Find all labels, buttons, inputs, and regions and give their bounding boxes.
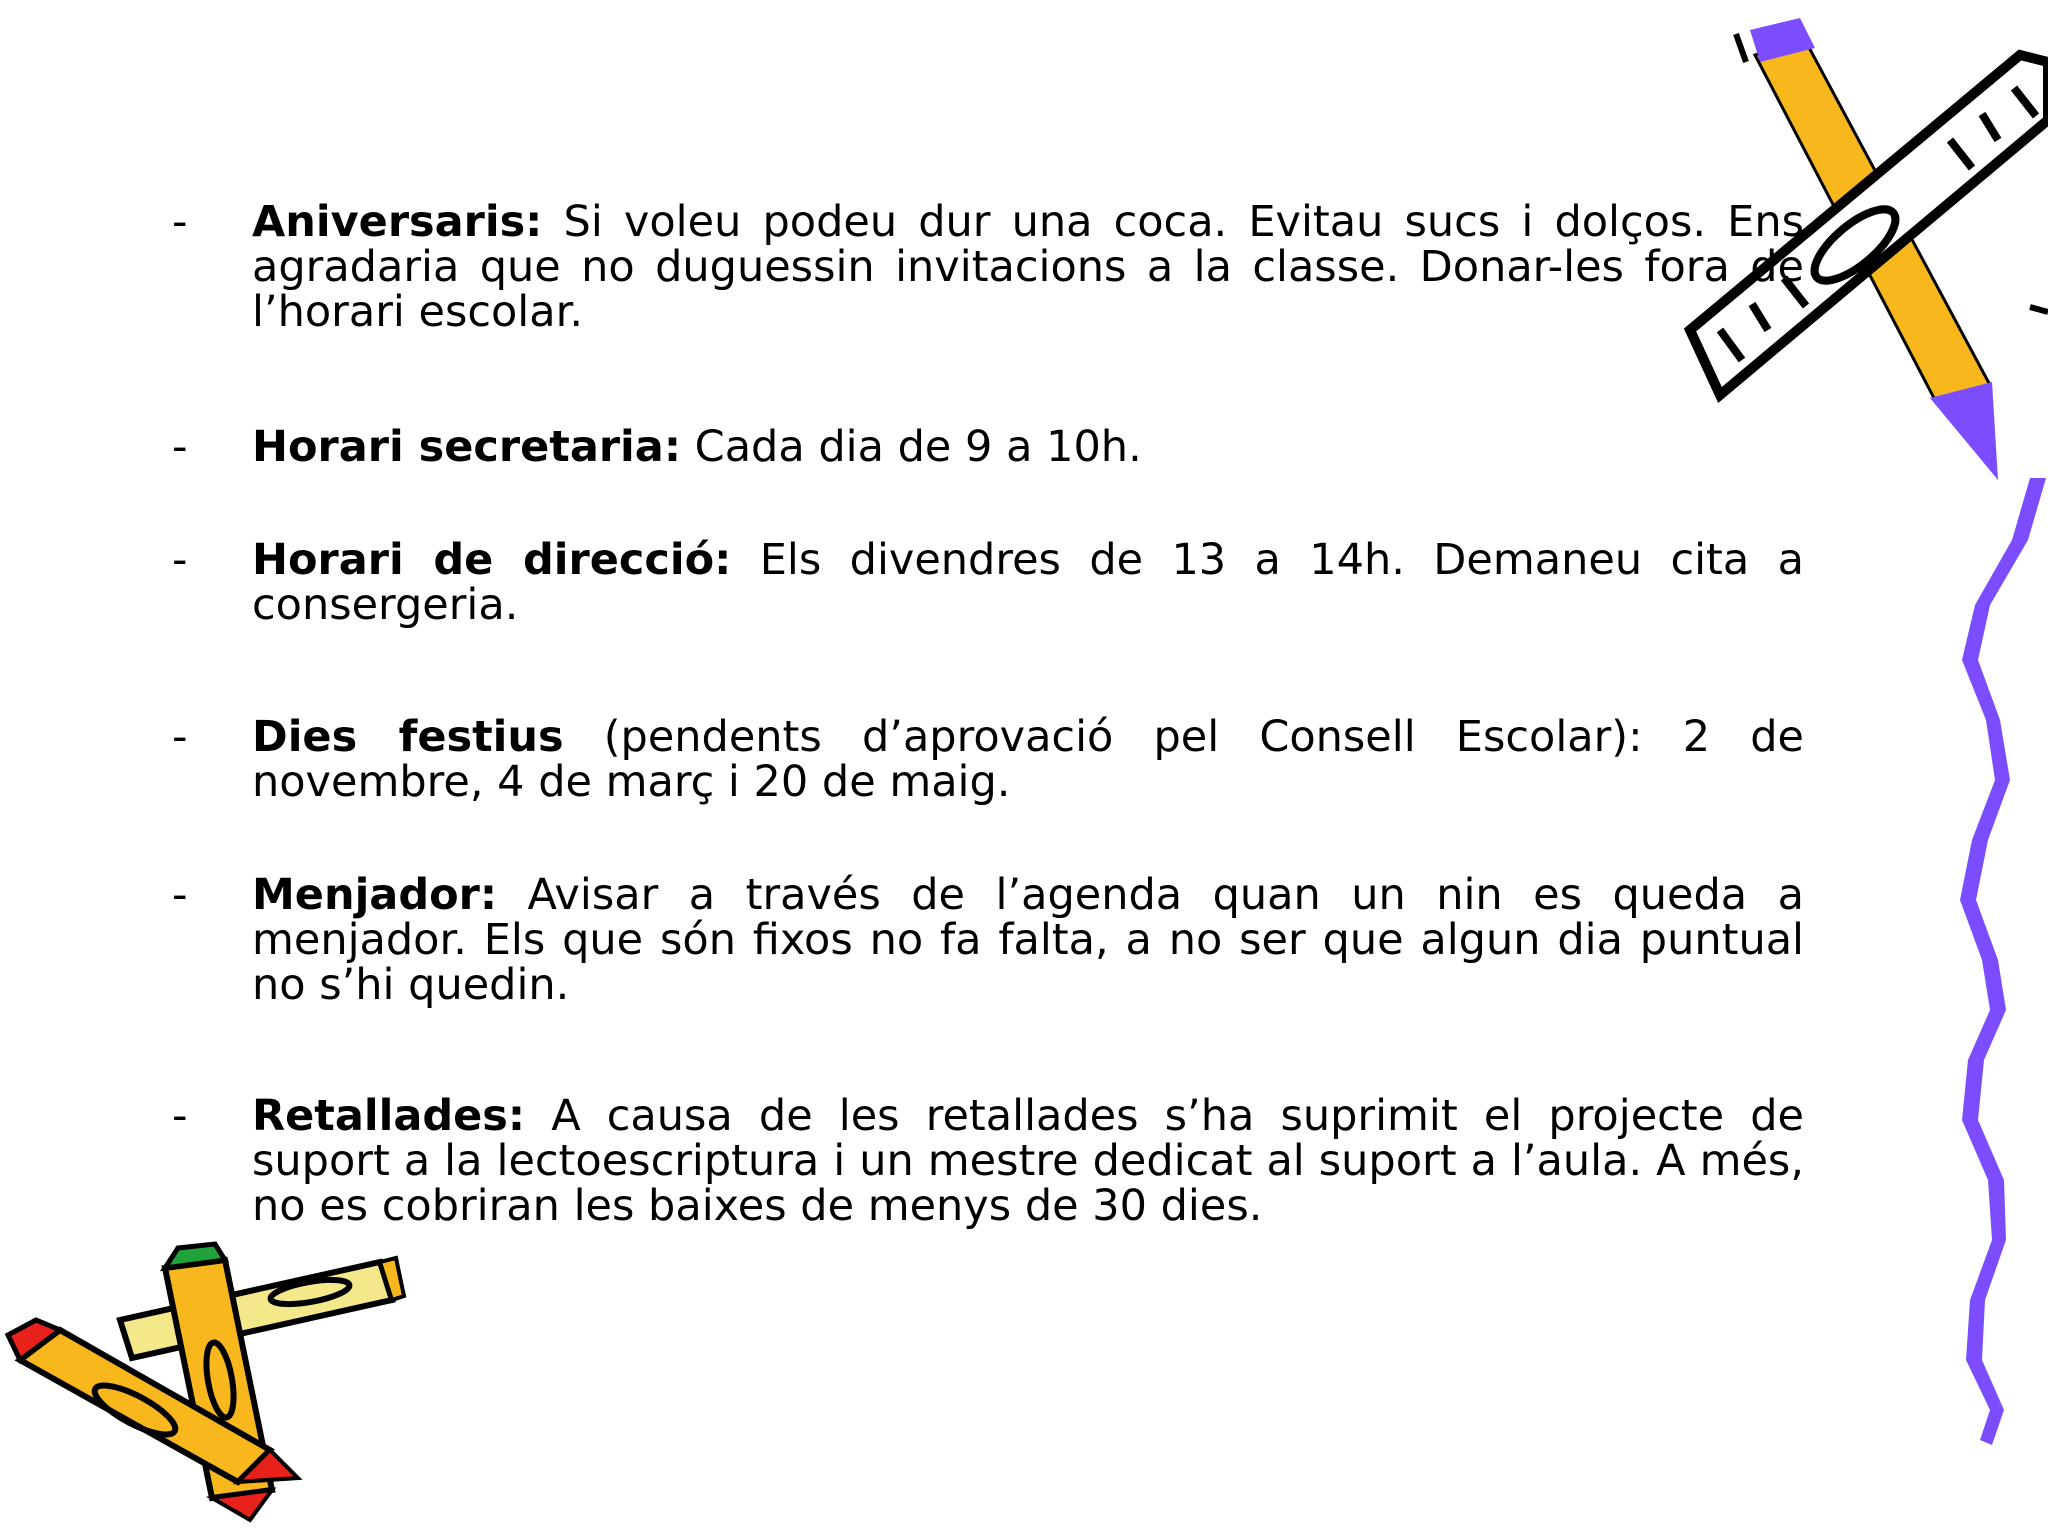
bullet-dash: - [172, 197, 188, 247]
item-text: Avisar a través de l’agenda quan un nin es queda a menjador. Els que són fixos no fa falta, a no ser que algun dia puntual no s’hi quedin. [252, 870, 1804, 1010]
item-text: (pendents d’aprovació pel Consell Escolar): 2 de novembre, 4 de març i 20 de maig. [252, 712, 1804, 807]
item-text: Els divendres de 13 a 14h. Demaneu cita a consergeria. [252, 535, 1804, 630]
bullet-dash: - [172, 535, 188, 585]
item-label: Dies festius [252, 712, 564, 762]
item-label: Aniversaris: [252, 197, 543, 247]
bullet-dash: - [172, 870, 188, 920]
item-label: Menjador: [252, 870, 498, 920]
item-label: Horari de direcció: [252, 535, 732, 585]
item-body [252, 1091, 1804, 1231]
item-label: Retallades: [252, 1091, 526, 1141]
item-body [252, 535, 1804, 630]
item-text: Cada dia de 9 a 10h. [681, 422, 1142, 472]
item-body [252, 422, 1804, 472]
bullet-dash: - [172, 712, 188, 762]
bullet-dash: - [172, 1091, 188, 1141]
item-label: Horari secretaria: [252, 422, 682, 472]
item-body [252, 712, 1804, 807]
item-body [252, 197, 1804, 337]
item-text: A causa de les retallades s’ha suprimit el projecte de suport a la lectoescriptura i un mestre dedicat al suport a l’aula. A més, no es cobriran les baixes de menys de 30 dies. [252, 1091, 1804, 1231]
bullet-dash: - [172, 422, 188, 472]
item-body [252, 870, 1804, 1010]
item-text: Si voleu podeu dur una coca. Evitau sucs i dolços. Ens agradaria que no duguessin invitacions a la classe. Donar-les fora de l’horari escolar. [252, 197, 1804, 337]
